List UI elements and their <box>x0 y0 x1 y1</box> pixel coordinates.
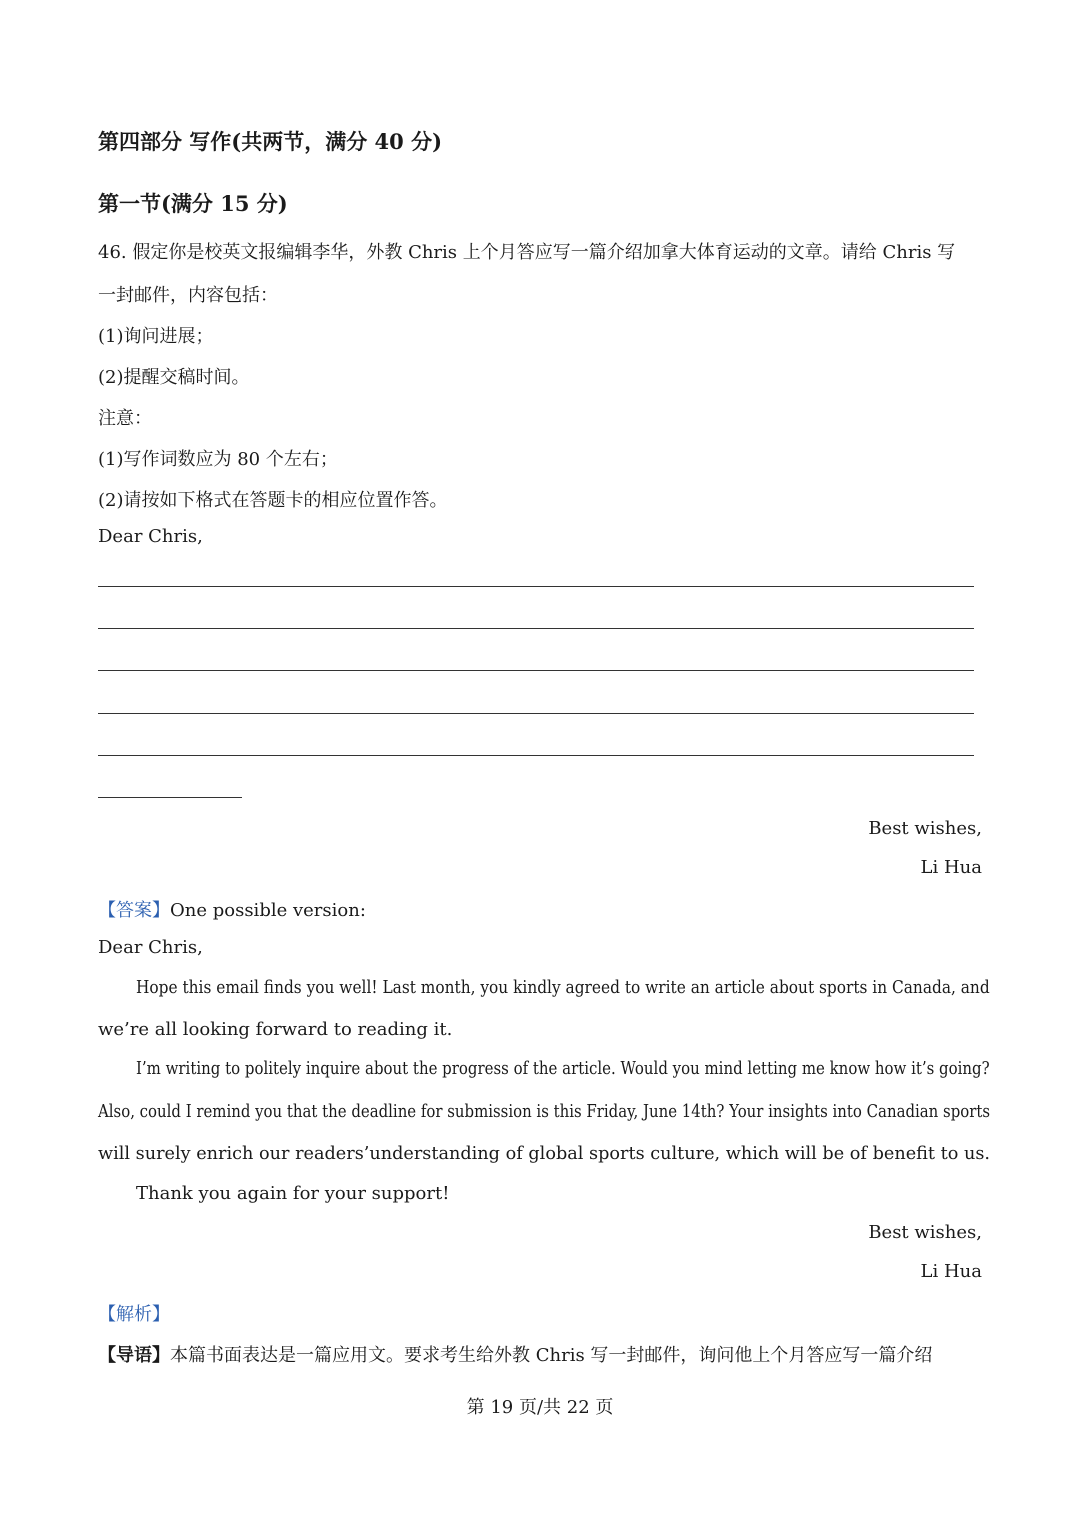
answer-paragraph-2-line1: I’m writing to politely inquire about the progress of the article. Would you mind letting me know how it’s going? <box>136 1058 990 1079</box>
answer-paragraph-1-line2: we’re all looking forward to reading it. <box>98 1019 453 1040</box>
subsection-title: 第一节(满分 15 分) <box>98 191 288 216</box>
answer-paragraph-3: Thank you again for your support! <box>136 1183 450 1204</box>
question-text-line1: 46. 假定你是校英文报编辑李华，外教 Chris 上个月答应写一篇介绍加拿大体育运动的文章。请给 Chris 写 <box>98 242 956 263</box>
answer-paragraph-2-line2: Also, could I remind you that the deadline for submission is this Friday, June 14th? Your insights into Canadian sports <box>98 1101 991 1122</box>
answer-label: 【答案】 <box>98 900 170 921</box>
writing-line-short <box>98 797 242 798</box>
writing-line <box>98 670 974 671</box>
answer-paragraph-2-line3: will surely enrich our readers’understanding of global sports culture, which will be of benefit to us. <box>98 1143 991 1164</box>
question-item-2: (2)提醒交稿时间。 <box>98 367 250 388</box>
writing-line <box>98 713 974 714</box>
note-item-1: (1)写作词数应为 80 个左右； <box>98 449 338 470</box>
answer-intro: One possible version: <box>170 900 366 921</box>
writing-line <box>98 755 974 756</box>
template-closing: Best wishes, <box>868 818 982 839</box>
guide-label: 【导语】 <box>98 1345 170 1366</box>
page-footer: 第 19 页/共 22 页 <box>466 1397 614 1418</box>
answer-salutation: Dear Chris, <box>98 937 203 958</box>
answer-signature: Li Hua <box>920 1261 982 1282</box>
section-title: 第四部分 写作(共两节，满分 40 分) <box>98 129 443 154</box>
note-label: 注意： <box>98 408 152 429</box>
template-signature: Li Hua <box>920 857 982 878</box>
template-salutation: Dear Chris, <box>98 526 203 547</box>
answer-paragraph-1-line1: Hope this email finds you well! Last month, you kindly agreed to write an article about sports in Canada, and <box>136 977 990 998</box>
analysis-guide <box>98 1341 932 1367</box>
note-item-2: (2)请按如下格式在答题卡的相应位置作答。 <box>98 490 448 511</box>
answer-closing: Best wishes, <box>868 1222 982 1243</box>
analysis-label: 【解析】 <box>98 1304 170 1325</box>
question-item-1: (1)询问进展； <box>98 326 214 347</box>
writing-line <box>98 586 974 587</box>
answer-line <box>98 896 366 922</box>
question-text-line2: 一封邮件，内容包括： <box>98 285 278 306</box>
guide-text: 本篇书面表达是一篇应用文。要求考生给外教 Chris 写一封邮件，询问他上个月答应写一篇介绍 <box>170 1345 933 1366</box>
writing-line <box>98 628 974 629</box>
